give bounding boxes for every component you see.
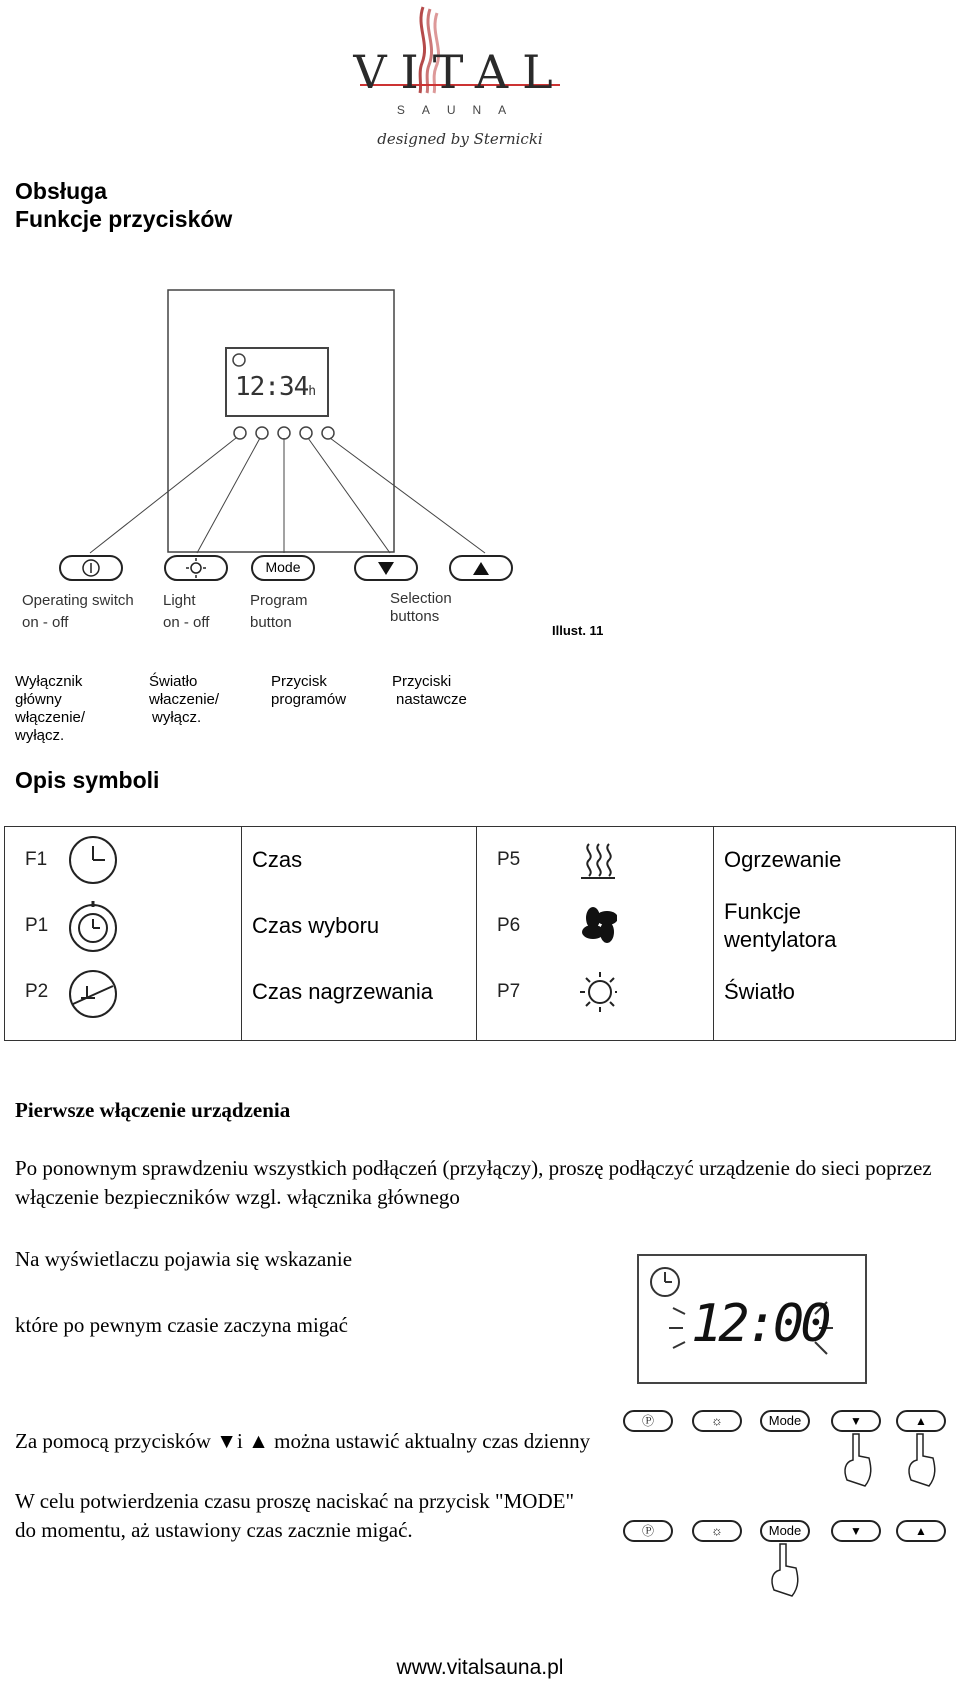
light-button[interactable] <box>692 1520 742 1542</box>
display-time: 12:34 <box>235 372 309 402</box>
mode-button[interactable]: Mode <box>760 1410 810 1432</box>
display-suffix: h <box>308 384 316 399</box>
symbol-code: P6 <box>497 915 521 936</box>
paragraph-confirm: W celu potwierdzenia czasu proszę naciskać na przycisk "MODE" do momentu, aż ustawiony czas zacznie migać. <box>15 1489 575 1542</box>
power-button[interactable] <box>623 1410 673 1432</box>
symbol-text: Czas <box>252 847 303 872</box>
down-arrow-icon: ▼ <box>216 1429 237 1453</box>
heat-time-icon <box>65 964 125 1020</box>
symbol-code: P2 <box>25 981 49 1002</box>
paragraph-connection: Po ponownym sprawdzeniu wszystkich podłączeń (przyłączy), proszę podłączyć urządzenie do sieci poprzez włączenie bezpieczników wzgl. włącznika głównego <box>15 1156 932 1209</box>
symbol-row-p1 <box>5 893 241 959</box>
vital-sauna-logo <box>350 5 570 165</box>
symbol-text: Światło <box>724 979 795 1004</box>
light-bulb-icon <box>537 964 617 1020</box>
label-line: właczenie/ <box>149 691 220 708</box>
symbol-row-p5 <box>477 827 713 893</box>
pressing-hand-icon <box>835 1430 945 1490</box>
symbol-icons-right <box>477 827 714 1041</box>
symbol-text: Ogrzewanie <box>724 847 842 872</box>
up-arrow-icon: ▲ <box>915 1524 927 1538</box>
label-line: Light <box>163 592 196 609</box>
logo-wordmark: VITAL <box>353 45 567 99</box>
label-line: Przycisk <box>271 673 327 690</box>
label-line: button <box>250 614 292 631</box>
label-line: Operating switch <box>22 592 134 609</box>
down-button[interactable] <box>831 1410 881 1432</box>
down-arrow-icon: ▼ <box>850 1524 862 1538</box>
symbol-texts-left <box>242 827 477 1041</box>
set-time-text-b: i <box>236 1429 243 1453</box>
label-line: on - off <box>163 614 210 631</box>
symbol-text-row <box>714 827 955 893</box>
symbol-text-row <box>242 959 476 1025</box>
up-arrow-icon: ▲ <box>248 1429 269 1453</box>
set-time-text-c: można ustawić aktualny czas dzienny <box>274 1429 591 1453</box>
display-time-readout <box>235 372 315 402</box>
symbol-row-p2 <box>5 959 241 1025</box>
symbol-text-row <box>242 893 476 959</box>
label-line: Przyciski <box>392 673 452 690</box>
symbol-text: Czas nagrzewania <box>252 979 433 1004</box>
label-light <box>163 590 209 634</box>
label-line: Światło <box>149 673 198 690</box>
symbol-texts-right <box>714 827 956 1041</box>
paragraph-display: Na wyświetlaczu pojawia się wskazanie <box>15 1247 353 1271</box>
label-line: główny <box>15 691 62 708</box>
footer-url: www.vitalsauna.pl <box>396 1656 564 1679</box>
label-line: wyłącz. <box>152 709 202 726</box>
symbol-icons-left <box>5 827 242 1041</box>
clock-icon <box>65 832 125 888</box>
symbol-table <box>4 826 956 1041</box>
pressing-hand-icon <box>760 1540 810 1600</box>
label-line: włączenie/ <box>15 709 86 726</box>
power-icon: Ⓟ <box>641 1414 654 1428</box>
illustration-caption: Illust. 11 <box>552 623 604 638</box>
symbol-text: Czas wyboru <box>252 913 380 938</box>
up-button[interactable] <box>896 1520 946 1542</box>
pl-label-light <box>149 673 219 727</box>
heading-subtitle: Funkcje przycisków <box>15 206 233 232</box>
paragraph-set-time <box>15 1427 593 1456</box>
label-operating-switch <box>22 590 134 634</box>
sun-icon: ☼ <box>711 1413 723 1428</box>
label-line: Wyłącznik <box>15 673 83 690</box>
symbol-row-p7 <box>477 959 713 1025</box>
symbol-code: F1 <box>25 849 48 870</box>
figure-mode-label: Mode <box>265 559 301 575</box>
heating-icon <box>537 832 617 888</box>
light-button[interactable] <box>692 1410 742 1432</box>
label-line: buttons <box>390 608 440 625</box>
sun-icon: ☼ <box>711 1523 723 1538</box>
symbol-text: Funkcje wentylatora <box>724 899 837 952</box>
label-line: on - off <box>22 614 69 631</box>
up-arrow-icon: ▲ <box>915 1414 927 1428</box>
heading-title: Obsługa <box>15 178 108 204</box>
heading-first-start: Pierwsze włączenie urządzenia <box>15 1098 291 1122</box>
page-title <box>15 177 232 233</box>
label-line: nastawcze <box>396 691 467 708</box>
label-line: Selection <box>390 590 452 607</box>
timer-icon <box>65 898 125 954</box>
label-line: programów <box>271 691 347 708</box>
symbol-row-f1 <box>5 827 241 893</box>
symbol-row-p6 <box>477 893 713 959</box>
symbol-code: P5 <box>497 849 521 870</box>
control-panel-illustration <box>0 270 960 650</box>
logo-subtitle: SAUNA <box>396 103 524 117</box>
power-button[interactable] <box>623 1520 673 1542</box>
up-button[interactable] <box>896 1410 946 1432</box>
lcd-display <box>637 1254 867 1384</box>
symbol-code: P7 <box>497 981 521 1002</box>
paragraph-blink: które po pewnym czasie zaczyna migać <box>15 1313 348 1337</box>
lcd-time: 12:00 <box>691 1294 828 1354</box>
heading-symbols: Opis symboli <box>15 767 160 793</box>
label-selection <box>390 590 452 626</box>
power-icon: Ⓟ <box>641 1524 654 1538</box>
symbol-text-row <box>714 959 955 1025</box>
label-line: wyłącz. <box>15 727 65 744</box>
set-time-text-a: Za pomocą przycisków <box>15 1429 211 1453</box>
symbol-text-row <box>714 893 955 959</box>
down-arrow-icon: ▼ <box>850 1414 862 1428</box>
pl-label-selection <box>392 673 467 709</box>
label-program <box>250 590 308 634</box>
logo-signature: designed by Sternicki <box>377 130 543 148</box>
pl-label-program <box>271 673 346 709</box>
symbol-code: P1 <box>25 915 49 936</box>
pl-label-switch <box>15 673 85 745</box>
down-button[interactable] <box>831 1520 881 1542</box>
mode-button[interactable]: Mode <box>760 1520 810 1542</box>
fan-icon <box>537 898 617 954</box>
symbol-text-row <box>242 827 476 893</box>
label-line: Program <box>250 592 308 609</box>
